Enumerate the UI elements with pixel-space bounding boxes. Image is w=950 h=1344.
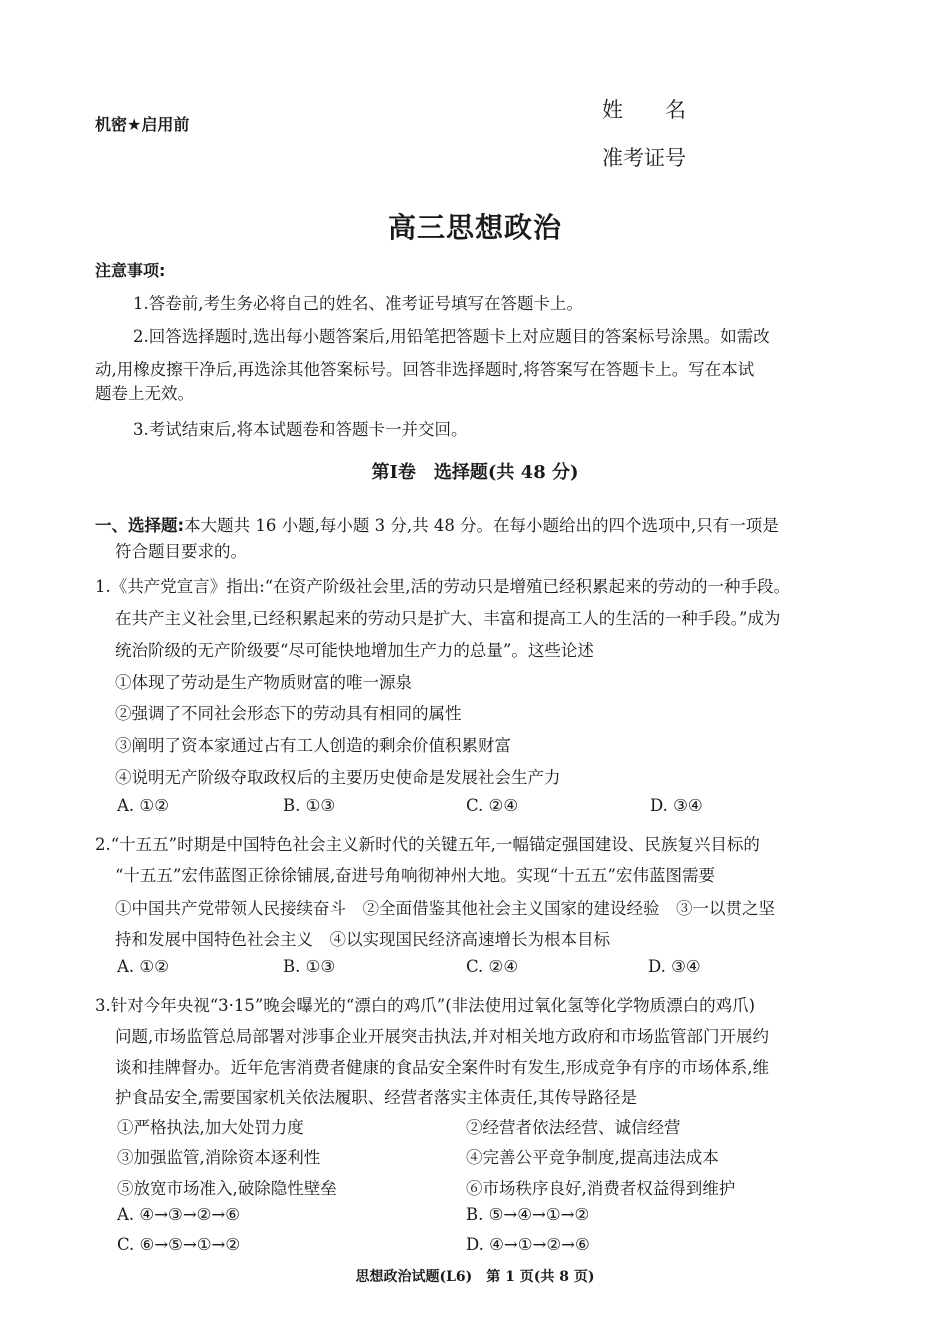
q1-statement-3: ③阐明了资本家通过占有工人创造的剩余价值积累财富 xyxy=(115,736,511,755)
q2-option-b: B. ①③ xyxy=(283,957,336,976)
q3-statement-4: ④完善公平竞争制度,提高违法成本 xyxy=(466,1148,719,1167)
q3-statement-5: ⑤放宽市场准入,破除隐性壁垒 xyxy=(117,1179,337,1198)
q2-option-a: A. ①② xyxy=(117,957,169,976)
q2-option-d: D. ③④ xyxy=(648,957,701,976)
q1-stem-line-1: 1.《共产党宣言》指出:“在资产阶级社会里,活的劳动只是增殖已经积累起来的劳动的一种手段。 xyxy=(95,577,790,596)
part-instructions-text: 本大题共 16 小题,每小题 3 分,共 48 分。在每小题给出的四个选项中,只有一项是 xyxy=(184,516,779,535)
q2-stem-line-3: ①中国共产党带领人民接续奋斗 ②全面借鉴其他社会主义国家的建设经验 ③一以贯之坚 xyxy=(115,899,775,918)
part-lead: 一、选择题: xyxy=(95,516,185,535)
notice-item-2-line-2: 动,用橡皮擦干净后,再选涂其他答案标号。回答非选择题时,将答案写在答题卡上。写在本试 xyxy=(95,360,755,379)
q3-statement-6: ⑥市场秩序良好,消费者权益得到维护 xyxy=(466,1179,736,1198)
q3-option-c: C. ⑥→⑤→①→② xyxy=(117,1235,241,1254)
q1-statement-1: ①体现了劳动是生产物质财富的唯一源泉 xyxy=(115,673,412,692)
notice-item-3: 3.考试结束后,将本试题卷和答题卡一并交回。 xyxy=(133,420,468,439)
confidential-label: 机密★启用前 xyxy=(95,115,190,134)
part-instructions-line-1 xyxy=(95,512,779,536)
q3-stem-line-4: 护食品安全,需要国家机关依法履职、经营者落实主体责任,其传导路径是 xyxy=(115,1088,637,1107)
q3-statement-1: ①严格执法,加大处罚力度 xyxy=(117,1118,304,1137)
q3-statement-2: ②经营者依法经营、诚信经营 xyxy=(466,1118,681,1137)
exam-number-label: 准考证号 xyxy=(602,146,686,170)
q3-stem-line-2: 问题,市场监管总局部署对涉事企业开展突击执法,并对相关地方政府和市场监管部门开展约 xyxy=(115,1027,769,1046)
q3-option-a: A. ④→③→②→⑥ xyxy=(117,1205,241,1224)
q3-option-b: B. ⑤→④→①→② xyxy=(466,1205,590,1224)
q1-option-a: A. ①② xyxy=(117,796,169,815)
q2-stem-line-2: “十五五”宏伟蓝图正徐徐铺展,奋进号角响彻神州大地。实现“十五五”宏伟蓝图需要 xyxy=(115,866,715,885)
section-title: 第Ⅰ卷 选择题(共 48 分) xyxy=(371,462,579,483)
q2-stem-line-1: 2.“十五五”时期是中国特色社会主义新时代的关键五年,一幅锚定强国建设、民族复兴目标的 xyxy=(95,835,760,854)
q1-option-c: C. ②④ xyxy=(466,796,519,815)
page-footer: 思想政治试题(L6) 第 1 页(共 8 页) xyxy=(355,1269,595,1285)
q1-statement-4: ④说明无产阶级夺取政权后的主要历史使命是发展社会生产力 xyxy=(115,768,561,787)
q1-statement-2: ②强调了不同社会形态下的劳动具有相同的属性 xyxy=(115,704,462,723)
q1-stem-line-3: 统治阶级的无产阶级要“尽可能快地增加生产力的总量”。这些论述 xyxy=(115,641,594,660)
notice-item-2-line-1: 2.回答选择题时,选出每小题答案后,用铅笔把答题卡上对应题目的答案标号涂黑。如需改 xyxy=(133,327,770,346)
notice-item-2-line-3: 题卷上无效。 xyxy=(95,384,194,403)
notice-item-1: 1.答卷前,考生务必将自己的姓名、准考证号填写在答题卡上。 xyxy=(133,294,583,313)
q3-option-d: D. ④→①→②→⑥ xyxy=(466,1235,590,1254)
q3-stem-line-1: 3.针对今年央视“3·15”晚会曝光的“漂白的鸡爪”(非法使用过氧化氢等化学物质漂白的鸡爪) xyxy=(95,996,756,1015)
notice-heading: 注意事项: xyxy=(95,261,166,280)
name-label: 姓 名 xyxy=(602,98,686,122)
q3-stem-line-3: 谈和挂牌督办。近年危害消费者健康的食品安全案件时有发生,形成竞争有序的市场体系,维 xyxy=(115,1058,769,1077)
q3-statement-3: ③加强监管,消除资本逐利性 xyxy=(117,1148,321,1167)
part-instructions-line-2: 符合题目要求的。 xyxy=(115,542,247,561)
exam-title: 高三思想政治 xyxy=(387,211,562,244)
q2-stem-line-4: 持和发展中国特色社会主义 ④以实现国民经济高速增长为根本目标 xyxy=(115,930,610,949)
q2-option-c: C. ②④ xyxy=(466,957,519,976)
q1-option-d: D. ③④ xyxy=(650,796,703,815)
q1-option-b: B. ①③ xyxy=(283,796,336,815)
q1-stem-line-2: 在共产主义社会里,已经积累起来的劳动只是扩大、丰富和提高工人的生活的一种手段。”成为 xyxy=(115,609,781,628)
